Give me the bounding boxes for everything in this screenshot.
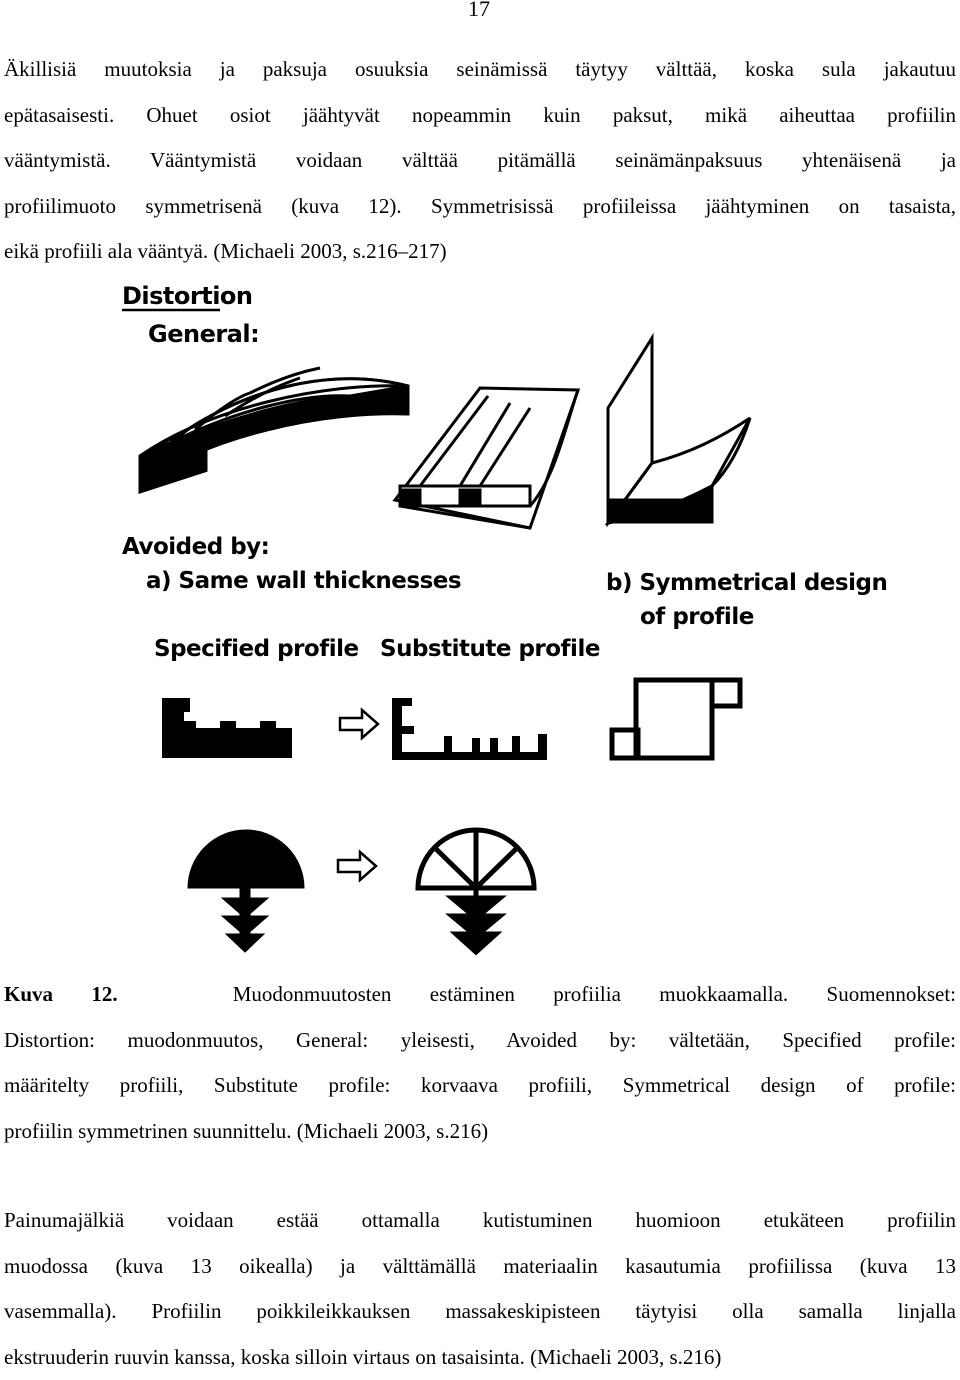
paragraph-2-line: Painumajälkiä voidaan estää ottamalla kutistuminen huomioon etukäteen profiilin	[4, 1198, 956, 1244]
option-a-label: a) Same wall thicknesses	[146, 568, 461, 594]
distorted-profile-curved-illustration	[140, 368, 408, 492]
option-b-label-line2: of profile	[640, 604, 754, 630]
caption-line	[4, 972, 956, 1018]
arrow-icon	[338, 852, 376, 880]
figure-12	[100, 278, 860, 958]
figure-caption	[4, 972, 956, 1154]
substitute-profile-shape	[392, 698, 547, 760]
specified-profile-shape	[162, 698, 292, 758]
paragraph-1-line: epätasaisesti. Ohuet osiot jäähtyvät nopeammin kuin paksut, mikä aiheuttaa profiilin	[4, 93, 956, 139]
paragraph-1-line: eikä profiili ala vääntyä. (Michaeli 2003, s.216–217)	[4, 229, 956, 275]
arrow-icon	[340, 710, 378, 738]
specified-profile-label: Specified profile	[154, 636, 359, 662]
figure-heading: Distortion	[122, 282, 253, 310]
caption-label: Kuva 12.	[4, 982, 118, 1006]
paragraph-1-line: vääntymistä. Vääntymistä voidaan välttää pitämällä seinämänpaksuus yhtenäisenä ja	[4, 138, 956, 184]
paragraph-2	[4, 1198, 956, 1380]
avoided-by-label: Avoided by:	[122, 534, 269, 560]
symmetrical-profile-shape	[612, 680, 740, 758]
option-b-label-line1: b) Symmetrical design	[606, 570, 887, 596]
paragraph-2-line: muodossa (kuva 13 oikealla) ja välttämällä materiaalin kasautumia profiilissa (kuva 13	[4, 1244, 956, 1290]
paragraph-1-line: Äkillisiä muutoksia ja paksuja osuuksia seinämissä täytyy välttää, koska sula jakautuu	[4, 47, 956, 93]
spoked-seal-profile-shape	[418, 830, 534, 952]
solid-seal-profile-shape	[188, 830, 304, 952]
paragraph-1	[4, 47, 956, 275]
figure-subheading: General:	[148, 320, 259, 348]
substitute-profile-label: Substitute profile	[380, 636, 600, 662]
distorted-ribbed-profile-illustration	[395, 388, 578, 528]
page-number: 17	[468, 0, 490, 22]
paragraph-2-line: ekstruuderin ruuvin kanssa, koska silloin virtaus on tasaisinta. (Michaeli 2003, s.216)	[4, 1335, 956, 1380]
distorted-angle-profile-illustration	[608, 338, 750, 523]
paragraph-2-line: vasemmalla). Profiilin poikkileikkauksen massakeskipisteen täytyisi olla samalla linjalla	[4, 1289, 956, 1335]
caption-line: Distortion: muodonmuutos, General: yleisesti, Avoided by: vältetään, Specified profile:	[4, 1018, 956, 1064]
caption-text: Muodonmuutosten estäminen profiilia muokkaamalla. Suomennokset:	[233, 982, 956, 1006]
paragraph-1-line: profiilimuoto symmetrisenä (kuva 12). Symmetrisissä profiileissa jäähtyminen on tasaista,	[4, 184, 956, 230]
caption-line: määritelty profiili, Substitute profile: korvaava profiili, Symmetrical design of profile:	[4, 1063, 956, 1109]
figure-12-drawing	[100, 278, 860, 958]
caption-line: profiilin symmetrinen suunnittelu. (Michaeli 2003, s.216)	[4, 1109, 956, 1155]
